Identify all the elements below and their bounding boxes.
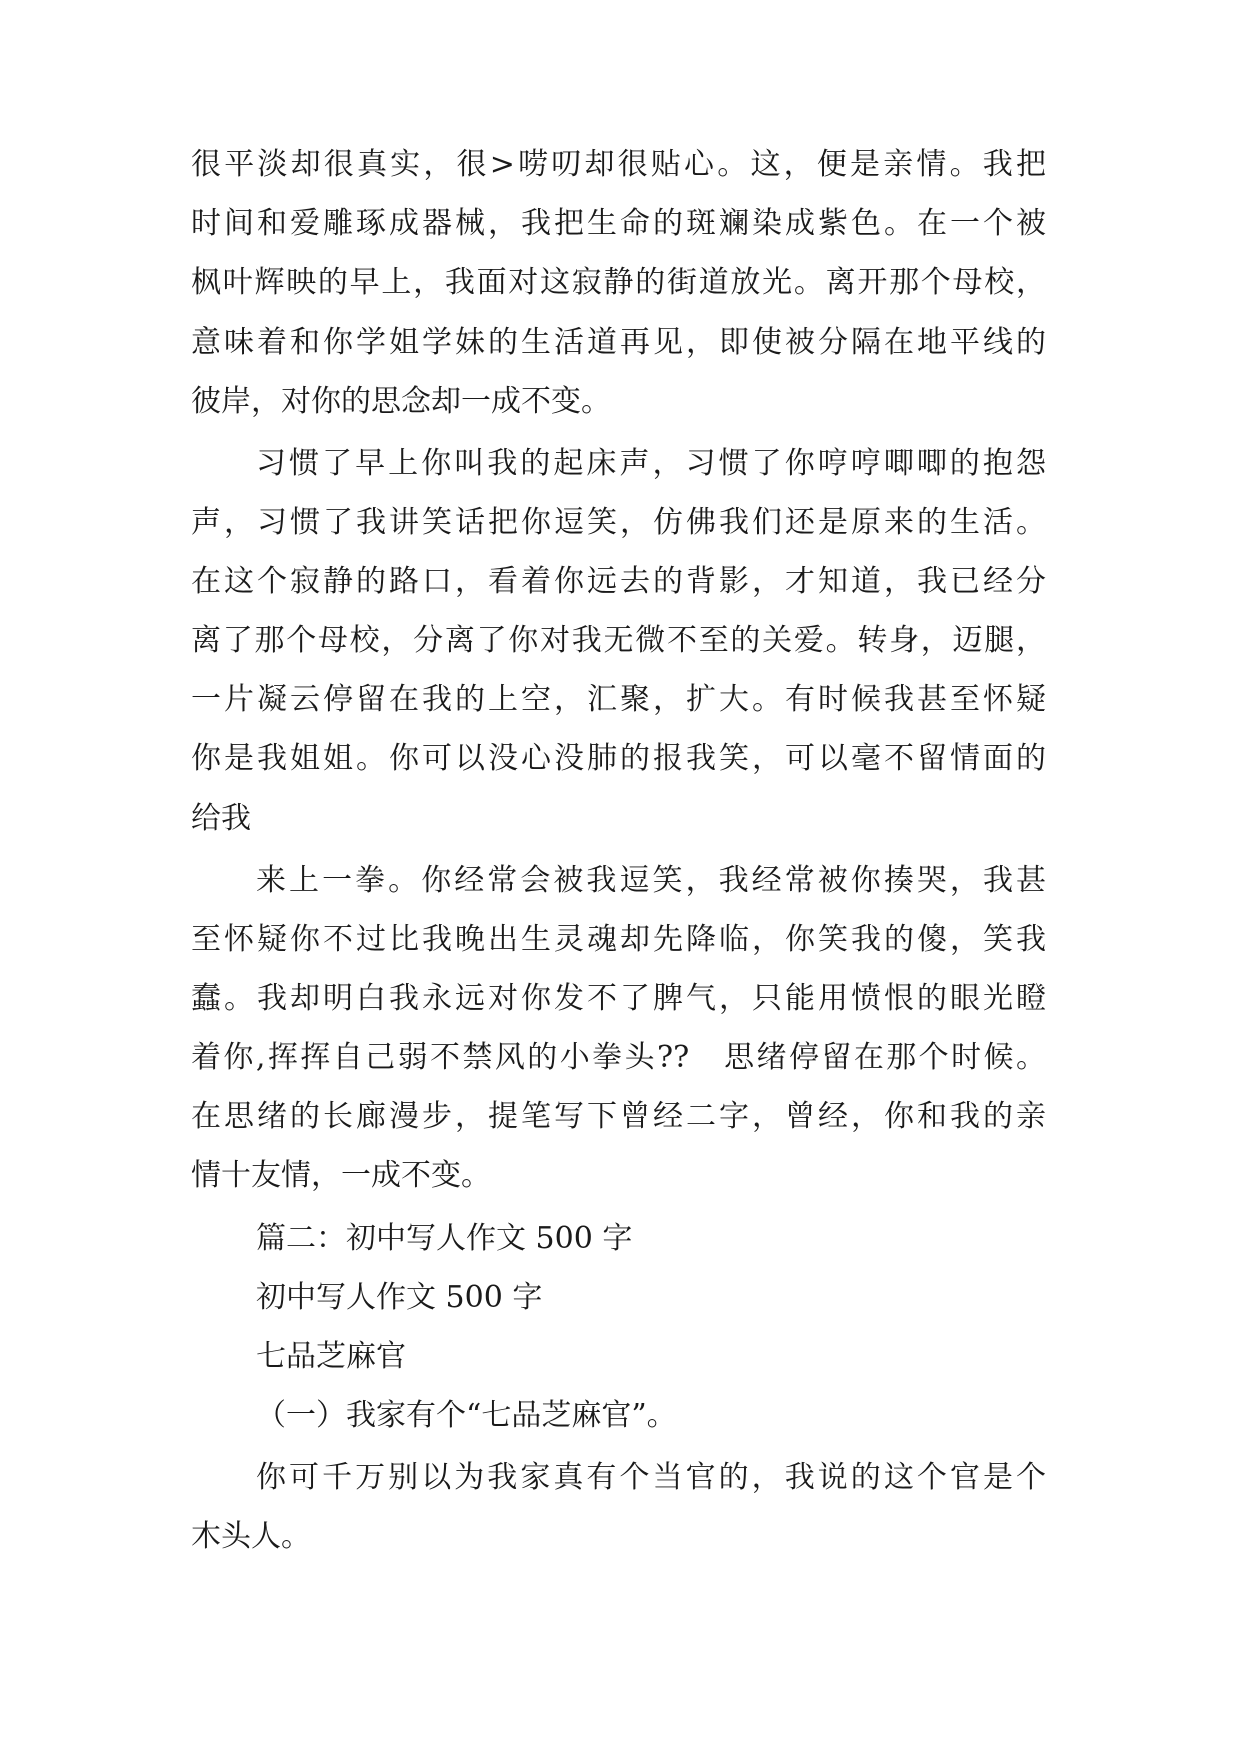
text-line: 时间和爱雕琢成器械，我把生命的斑斓染成紫色。在一个被 <box>191 206 1046 241</box>
paragraph-start-line: 来上一拳。你经常会被我逗笑，我经常被你揍哭，我甚 <box>256 863 1046 898</box>
paragraph-start-line: 你可千万别以为我家真有个当官的，我说的这个官是个 <box>256 1460 1046 1495</box>
text-line: 彼岸，对你的思念却一成不变。 <box>191 384 611 419</box>
text-line: 一片凝云停留在我的上空，汇聚，扩大。有时候我甚至怀疑 <box>191 682 1046 717</box>
text-line: 给我 <box>191 801 251 836</box>
text-line: 离了那个母校，分离了你对我无微不至的关爱。转身，迈腿， <box>191 623 1046 658</box>
text-line: 在思绪的长廊漫步，提笔写下曾经二字，曾经，你和我的亲 <box>191 1099 1046 1134</box>
text-line: 至怀疑你不过比我晚出生灵魂却先降临，你笑我的傻，笑我 <box>191 922 1046 957</box>
text-line: 情十友情，一成不变。 <box>191 1158 491 1193</box>
text-line: 很平淡却很真实，很>唠叨却很贴心。这，便是亲情。我把 <box>191 147 1046 182</box>
text-line: 枫叶辉映的早上，我面对这寂静的街道放光。离开那个母校， <box>191 265 1046 300</box>
text-line: 蠢。我却明白我永远对你发不了脾气，只能用愤恨的眼光瞪 <box>191 981 1046 1016</box>
essay-subtitle: 七品芝麻官 <box>256 1339 406 1374</box>
text-line: 木头人。 <box>191 1519 311 1554</box>
section-heading: 篇二：初中写人作文 500 字 <box>256 1221 633 1256</box>
paragraph-start-line: 习惯了早上你叫我的起床声，习惯了你哼哼唧唧的抱怨 <box>256 446 1046 481</box>
text-line: 着你,挥挥自己弱不禁风的小拳头?? 思绪停留在那个时候。 <box>191 1040 1046 1075</box>
subsection-heading: （一）我家有个“七品芝麻官”。 <box>256 1398 677 1433</box>
text-line: 在这个寂静的路口，看着你远去的背影，才知道，我已经分 <box>191 564 1046 599</box>
essay-title: 初中写人作文 500 字 <box>256 1280 543 1315</box>
text-line: 你是我姐姐。你可以没心没肺的报我笑，可以毫不留情面的 <box>191 741 1046 776</box>
text-line: 意味着和你学姐学妹的生活道再见，即使被分隔在地平线的 <box>191 325 1046 360</box>
text-line: 声，习惯了我讲笑话把你逗笑，仿佛我们还是原来的生活。 <box>191 505 1046 540</box>
